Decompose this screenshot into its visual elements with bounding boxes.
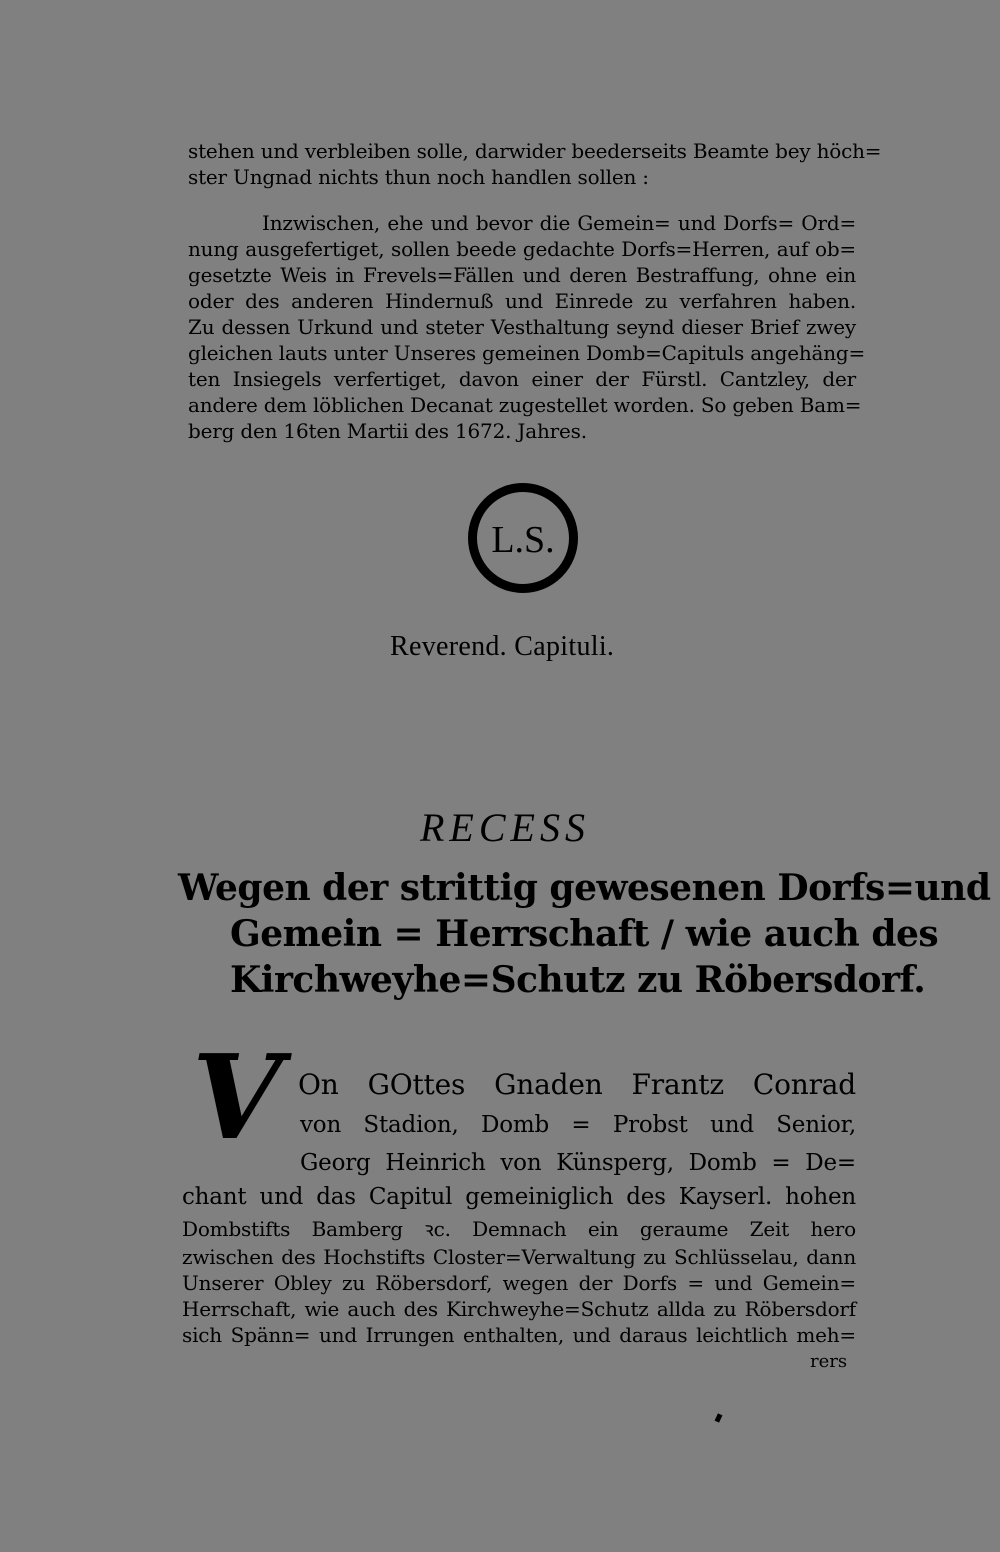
text-line: gesetzte Weis in Frevels=Fällen und deren Bestraffung, ohne ein <box>188 263 856 287</box>
text-line: Herrschaft, wie auch des Kirchweyhe=Schutz allda zu Röbersdorf <box>182 1297 856 1321</box>
text-line: zwischen des Hochstifts Closter=Verwaltung zu Schlüsselau, dann <box>182 1245 856 1269</box>
text-line: chant und das Capitul gemeiniglich des Kayserl. hohen <box>182 1184 856 1210</box>
document-title-line: Wegen der strittig gewesenen Dorfs=und <box>178 867 991 909</box>
text-line: Zu dessen Urkund und steter Vesthaltung seynd dieser Brief zwey <box>188 315 856 339</box>
text-line: von Stadion, Domb = Probst und Senior, <box>300 1112 856 1138</box>
text-line: ster Ungnad nichts thun noch handlen sollen : <box>188 165 649 189</box>
text-line: Inzwischen, ehe und bevor die Gemein= und Dorfs= Ord= <box>262 211 856 235</box>
text-line: ten Insiegels verfertiget, davon einer der Fürstl. Cantzley, der <box>188 367 856 391</box>
catchword: rers <box>810 1351 848 1372</box>
document-title-line: Gemein = Herrschaft / wie auch des <box>230 913 939 955</box>
text-line: gleichen lauts unter Unseres gemeinen Domb=Capituls angehäng= <box>188 341 866 365</box>
decorated-initial: V <box>191 1030 282 1166</box>
seal-text: L.S. <box>491 519 555 561</box>
text-line: nung ausgefertiget, sollen beede gedachte Dorfs=Herren, auf ob= <box>188 237 856 261</box>
text-line: sich Spänn= und Irrungen enthalten, und daraus leichtlich meh= <box>182 1323 856 1347</box>
text-line: Georg Heinrich von Künsperg, Domb = De= <box>300 1150 856 1176</box>
ink-mark <box>715 1413 723 1422</box>
document-title-line: Kirchweyhe=Schutz zu Röbersdorf. <box>230 959 926 1001</box>
seal-caption: Reverend. Capituli. <box>390 631 615 662</box>
text-line: berg den 16ten Martii des 1672. Jahres. <box>188 419 587 443</box>
text-line: Dombstifts Bamberg ꝛc. Demnach ein geraume Zeit hero <box>182 1217 856 1241</box>
seal-stamp <box>468 483 578 593</box>
section-heading: RECESS <box>420 805 590 850</box>
text-line: andere dem löblichen Decanat zugestellet worden. So geben Bam= <box>188 393 862 417</box>
text-line: Unserer Obley zu Röbersdorf, wegen der Dorfs = und Gemein= <box>182 1271 856 1295</box>
text-line: stehen und verbleiben solle, darwider beederseits Beamte bey höch= <box>188 139 882 163</box>
text-line: oder des anderen Hindernuß und Einrede zu verfahren haben. <box>188 289 856 313</box>
text-line: On GOttes Gnaden Frantz Conrad <box>298 1068 856 1101</box>
